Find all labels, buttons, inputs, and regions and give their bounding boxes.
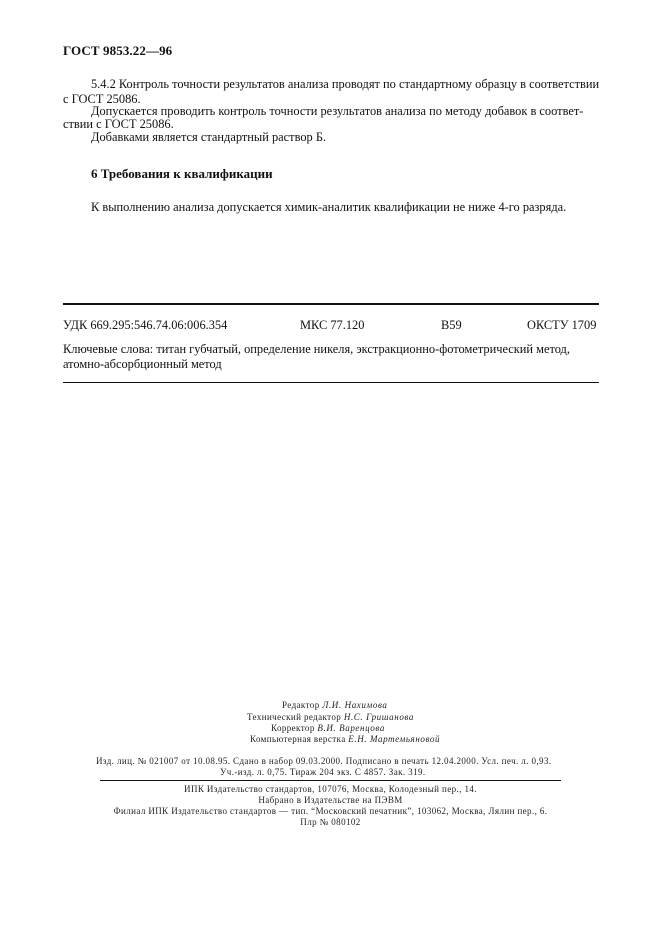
credit-tech-editor <box>247 712 414 722</box>
keywords-block <box>63 342 599 372</box>
section-6-text: К выполнению анализа допускается химик-аналитик квалификации не ниже 4-го разряда. <box>91 200 567 214</box>
credit-editor-name: Л.И. Нахимова <box>322 700 388 710</box>
udk-code: УДК 669.295:546.74.06:006.354 <box>63 318 228 332</box>
group-code: В59 <box>441 318 462 332</box>
imprint-plr-line: Плр № 080102 <box>300 817 361 827</box>
document-code-header: ГОСТ 9853.22—96 <box>63 43 173 58</box>
credit-corrector <box>271 723 385 733</box>
credit-corrector-name: В.И. Варенцова <box>317 723 385 733</box>
imprint-print-run-line: Уч.-изд. л. 0,75. Тираж 204 экз. С 4857. Зак. 319. <box>220 767 426 777</box>
credit-corrector-label: Корректор <box>271 723 315 733</box>
paragraph-5-4-2-line-2: с ГОСТ 25086. <box>63 92 141 106</box>
credit-tech-editor-label: Технический редактор <box>247 712 342 722</box>
section-6-title: 6 Требования к квалификации <box>91 166 273 181</box>
imprint-typeset-line: Набрано в Издательстве на ПЭВМ <box>258 795 403 805</box>
imprint-branch-line: Филиал ИПК Издательство стандартов — тип. “Московский печатник”, 103062, Москва, Лялин пер., 6. <box>113 806 548 816</box>
paragraph-5-4-2-line-1: 5.4.2 Контроль точности результатов анализа проводят по стандартному образцу в соответствии <box>91 77 600 91</box>
paragraph-additions-line-1: Допускается проводить контроль точности результатов анализа по методу добавок в соответ- <box>91 104 584 118</box>
keywords-line-2: атомно-абсорбционный метод <box>63 357 222 371</box>
credit-layout <box>250 734 440 744</box>
paragraph-additions-line-2: ствии с ГОСТ 25086. <box>63 117 174 131</box>
credit-layout-name: Е.Н. Мартемьяновой <box>348 734 441 744</box>
credit-tech-editor-name: Н.С. Гришанова <box>343 712 414 722</box>
okstu-code: ОКСТУ 1709 <box>527 318 597 332</box>
imprint-publisher-line: ИПК Издательство стандартов, 107076, Москва, Колодезный пер., 14. <box>184 784 477 794</box>
keywords-line-1: Ключевые слова: титан губчатый, определение никеля, экстракционно-фотометрический метод, <box>63 342 570 356</box>
credit-editor-label: Редактор <box>282 700 320 710</box>
paragraph-standard-solution: Добавками является стандартный раствор Б. <box>91 130 327 144</box>
credit-layout-label: Компьютерная верстка <box>250 734 346 744</box>
credit-editor <box>282 700 388 710</box>
imprint-divider <box>100 780 561 781</box>
mks-code: МКС 77.120 <box>300 318 365 332</box>
top-divider <box>63 303 599 305</box>
bottom-divider <box>63 382 599 383</box>
imprint-license-line: Изд. лиц. № 021007 от 10.08.95. Сдано в набор 09.03.2000. Подписано в печать 12.04.2000. Усл. печ. л. 0,93. <box>96 756 552 766</box>
